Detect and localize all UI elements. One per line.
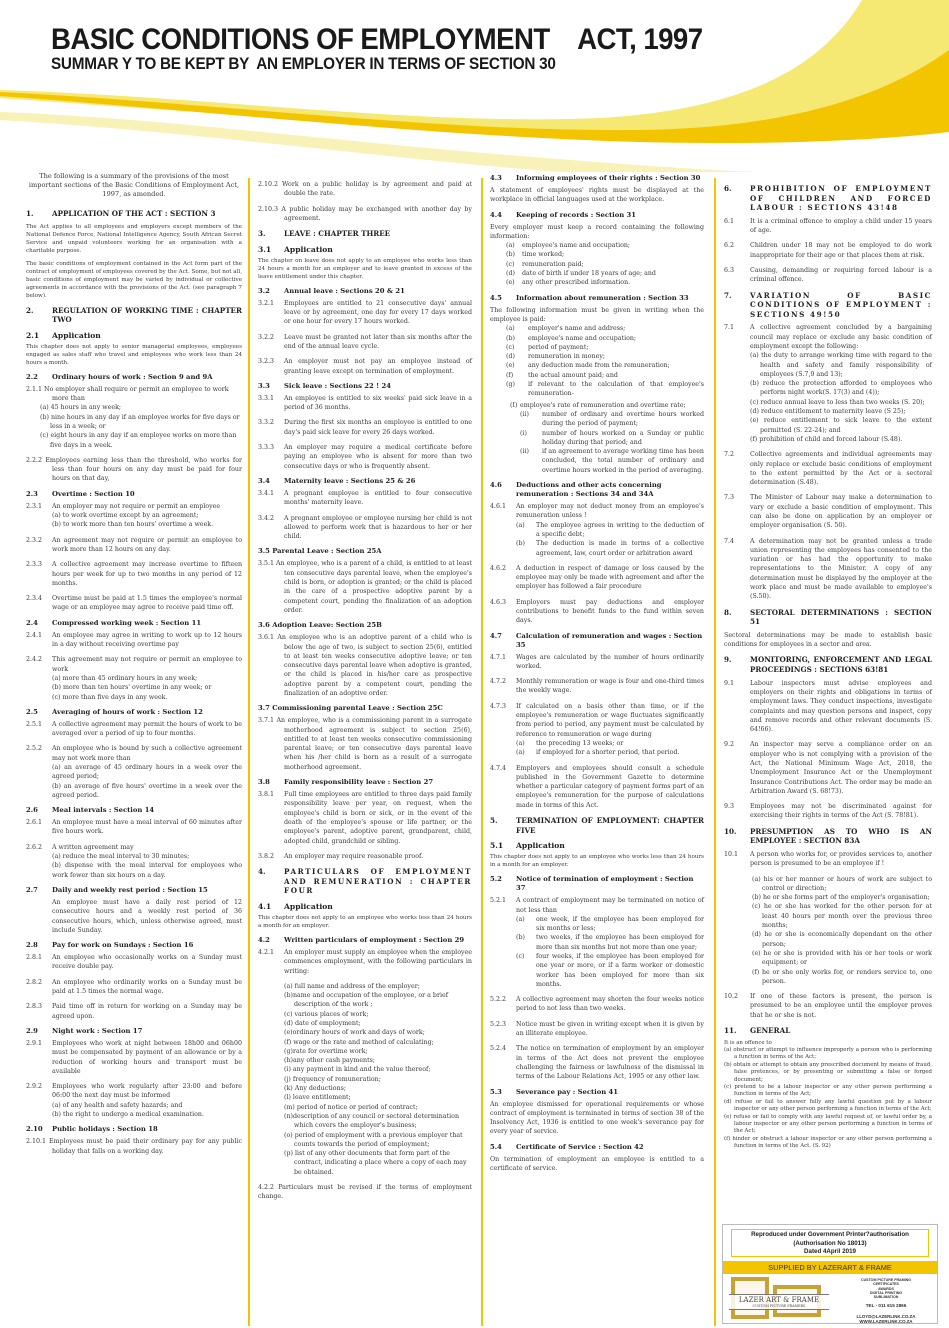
paragraph: 7.3 The Minister of Labour may make a determination to vary or exclude a basic condition of employment. This can also be done on application by an employer or employer organisation (S. 50). (724, 494, 932, 530)
section-heading-2: 2. REGULATION OF WORKING TIME : CHAPTER TWO (26, 305, 242, 325)
paragraph-3-5-1: 3.5.1 An employee, who is a parent of a child, is entitled to at least ten consecutive days parental leave, when the employee's child is born, or adoption is granted; or the child is placed in the care of a prospective adoptive parent by a competent court, pending the finalization of an adoption order. (258, 560, 472, 614)
header-banner (0, 0, 949, 172)
paragraph: 4.7.3 If calculated on a basis other than time, or if the employee's remuneration or wage fluctuates significantly from period to period, any payment must be calculated by reference to remuneration or wage during (a) the preceding 13 weeks; or (a) if employed for a shorter period, that period. (490, 702, 704, 757)
subsection-heading: 4.3 Informing employees of their rights : Section 30 (490, 174, 701, 182)
paragraph: 2.5.1 A collective agreement may permit the hours of work to be averaged over a period of up to four months. (26, 720, 242, 738)
section-heading-1: 1. APPLICATION OF THE ACT : SECTION 3 (26, 209, 216, 218)
paragraph: 3.4.2 A pregnant employee or employee nursing her child is not allowed to perform work that is hazardous to her or her child. (258, 514, 472, 541)
list-item: (f) the actual amount paid; and (506, 371, 618, 379)
list-item: (k) Any deductions; (284, 1085, 347, 1093)
section-text: This chapter does not apply to an employee who works less than 24 hours in a month for an employer. (490, 854, 704, 869)
section-text: On termination of employment an employee is entitled to a certificate of service. (490, 1155, 704, 1173)
paragraph: 6.1 It is a criminal offence to employ a child under 15 years of age. (724, 217, 932, 235)
list-item: (o) period of employment with a previous employer that counts towards the period of employment; (284, 1131, 463, 1148)
list-item: (a) full name and address of the employer; (284, 982, 420, 990)
paragraph: 3.8.2 An employer may require reasonable proof. (258, 852, 424, 860)
list-item: (a) employer's name and address; (506, 325, 626, 333)
page-title: BASIC CONDITIONS OF EMPLOYMENT ACT, 1997 (51, 23, 703, 56)
section-text: The following information must be given in writing when the employee is paid: (490, 306, 704, 323)
subsection-heading: 4.5 Information about remuneration : Section 33 (490, 293, 689, 302)
column-divider (714, 178, 716, 1326)
paragraph: 5.2.1 A contract of employment may be terminated on notice of not less than (a) one week, if the employee has been employed for six months or less; (b) two weeks, if the employee has been employed for more than six months but not more than one year; (c) four weeks, if the employee has been employed for one year or more, or if a farm worker or domestic worker has been employed for more than six months. (490, 897, 704, 988)
paragraph: 7.4 A determination may not be granted unless a trade union representing the employees has consented to the variation or has had the opportunity to make representations to the Minister. A copy of any determination must be displayed by the employer at the work place and must be made available to employee's (S.50). (724, 537, 932, 601)
paragraph: 2.6.1 An employee must have a meal interval of 60 minutes after five hours work. (26, 819, 242, 836)
paragraph: 3.2.1 Employees are entitled to 21 consecutive days' annual leave or by agreement, one day for every 17 days worked or one hour for every 17 hours worked. (258, 299, 472, 326)
section-heading-10: 10. PRESUMPTION AS TO WHO IS AN EMPLOYEE : SECTION 83A (724, 826, 932, 846)
section-heading-9: 9. MONITORING, ENFORCEMENT AND LEGAL PROCEEDINGS : SECTIONS 63!81 (724, 655, 932, 675)
paragraph: 5.2.3 Notice must be given in writing except when it is given by an illiterate employee. (490, 1020, 704, 1038)
general-offences: It is an offence to (a) obstruct or attempt to influence improperly a person who is performing a function in terms of the Act; (b) obtain or attempt to obtain any prescribed document by means of fraud, false pretences, or by presenting or submitting a false or forged document; (c) pretend to be a labour inspector or any other person performing a function in terms of the Act; (d) refuse or fail to answer fully any lawful question put by a labour inspector or any other person performing a function in terms of the Act; (e) refuse or fail to comply with any lawful request of, or lawful order by, a labour inspector or any other person performing a function in terms of the Act; (f) hinder or obstruct a labour inspector or any other person performing a function in terms of the Act. (S. 92) (724, 1039, 932, 1150)
paragraph: 3.2.2 Leave must be granted not later than six months after the end of the annual leave cycle. (258, 333, 472, 350)
paragraph: 2.3.1 An employer may not require or permit an employee (a) to work overtime except by an agreement; (b) to work more than ten hours' overtime a week. (26, 502, 221, 529)
list-item: (a) obstruct or attempt to influence improperly a person who is performing a function in terms of the Act; (724, 1047, 932, 1061)
paragraph-2-1-1: 2.1.1 No employer shall require or permit an employee to work more than (a) 45 hours in any week; (b) nine hours in any day if an employee works for five days or less in a week; or (c) eight hours in any day if an employee works on more than five days in a week. (26, 385, 240, 449)
subsection-heading: 2.5 Averaging of hours of work : Section 12 (26, 707, 203, 716)
remuneration-sub-list (502, 401, 704, 475)
list-item: (d) refuse or fail to answer fully any lawful question put by a labour inspector or any other person performing a function in terms of the Act; (724, 1098, 932, 1113)
section-text: The chapter on leave does not apply to an employee who works less than 24 hours a month for an employer and to leave granted in excess of the leave entitlement under this chapter. (258, 257, 472, 280)
section-text: The basic conditions of employment contained in the Act form part of the contract of employment of employees covered by the Act. Some, but not all, basic conditions of employment may be varied by individual or collective agreements in accordance with the provisions of the Act. (see paragraph 7 below). (26, 260, 242, 299)
list-item: (d) remuneration in money; (506, 353, 605, 361)
paragraph: 4.6.1 An employer may not deduct money from an employee's remuneration unless ! (a) The employee agrees in writing to the deduction of a specific debt; (b) The deduction is made in terms of a collective agreement, law, court order or arbitration award (490, 503, 704, 557)
subsection-heading: 3.5 Parental Leave : Section 25A (258, 547, 382, 556)
column-2 (258, 172, 472, 1202)
paragraph: 4.7.4 Employers and employees should consult a schedule published in the Government Gazette to determine whether a particular category of payment forms part of an employee's remuneration for the purpose of calculations made in terms of this Act. (490, 764, 704, 809)
section-text: Sectoral determinations may be made to establish basic conditions for employees in a sector and area. (724, 631, 932, 649)
paragraph-2-10-2: 2.10.2 Work on a public holiday is by agreement and paid at double the rate. (258, 181, 472, 198)
list-item: (ii) if an agreement to average working time has been concluded, the total number of ordinary and overtime hours worked in the period of averaging. (520, 448, 704, 474)
brand-logo: LAZER ART & FRAME CUSTOM PICTURE FRAMERS (729, 1294, 829, 1310)
paragraph: 9.3 Employees may not be discriminated against for exercising their rights in terms of the Act (S. 78!81). (724, 803, 932, 820)
subsection-heading: 3.4 Maternity leave : Sections 25 & 26 (258, 476, 416, 485)
paragraph: 4.2.1 An employer must supply an employee when the employee commences employment, with the following particulars in writing: (258, 948, 472, 975)
list-item: (e)ordinary hours of work and days of work; (284, 1029, 425, 1037)
paragraph: 2.9.2 Employees who work regularly after 23:00 and before 06:00 the next day must be informed (a) of any health and safety hazards; and (b) the right to undergo a medical examination. (26, 1083, 242, 1118)
list-item: (I) employee's rate of remuneration and overtime rate; (510, 401, 686, 409)
section-text: An employee dismissed for operational requirements or whose contract of employment is terminated in terms of section 38 of the Insolvency Act, 1936 is entitled to one week's severance pay for every year of service. (490, 1100, 704, 1136)
paragraph: 4.6.2 A deduction in respect of damage or loss caused by the employee may only be made with agreement and after the employer has followed a fair procedure (490, 564, 704, 591)
list-item: (e) refuse or fail to comply with any lawful request of, or lawful order by, a labour inspector or any other person performing a function in terms of the Act; (724, 1113, 932, 1135)
column-divider (248, 178, 250, 1326)
paragraph: 6.3 Causing, demanding or requiring forced labour is a criminal offence. (724, 266, 932, 284)
paragraph: 3.3.2 During the first six months an employee is entitled to one day's paid sick leave for every 26 days worked. (258, 419, 472, 436)
paragraph: 4.6.3 Employers must pay deductions and employer contributions to benefit funds to the fund within seven days. (490, 598, 704, 625)
paragraph-3-7-1: 3.7.1 An employee, who is a commissioning parent in a surrogate motherhood agreement is subject to section 25(6), entitled to at least ten weeks consecutive commissioning parental leave; or ten consecutive days parental leave when his /her child is born as a result of a surrogate motherhood agreement. (258, 717, 472, 771)
frames-logo (729, 1277, 831, 1321)
paragraph: 5.2.2 A collective agreement may shorten the four weeks notice period to not less than two weeks. (490, 996, 704, 1013)
subsection-heading: 2.8 Pay for work on Sundays : Section 16 (26, 941, 194, 950)
subsection-heading: 3.3 Sick leave : Sections 22 ! 24 (258, 381, 391, 390)
subsection-heading: 2.7 Daily and weekly rest period : Section 15 (26, 885, 208, 894)
list-item: (n)description of any council or sectoral determination which covers the employer's business; (284, 1112, 460, 1130)
section-text: An employee must have a daily rest period of 12 consecutive hours and a weekly rest period of 36 consecutive hours, which, unless otherwise agreed, must include Sunday. (52, 898, 242, 934)
section-text: A statement of employees' rights must be displayed at the workplace in official languages used at the workplace. (490, 187, 704, 204)
section-text: This chapter does not apply to senior managerial employees, employees engaged as sales staff who travel and employees who work less than 24 hours a month. (26, 343, 242, 366)
list-item: (d) date of birth if under 18 years of age; and (506, 270, 656, 278)
list-item: (b)name and occupation of the employee, or a brief description of the work ; (284, 992, 449, 1009)
paragraph: 2.3.4 Overtime must be paid at 1.5 times the employee's normal wage or an employee may agree to receive paid time off. (26, 595, 242, 612)
list-item: (b) time worked; (506, 251, 565, 259)
paragraph-2-2-2: 2.2.2 Employees earning less than the threshold, who works for less than four hours on any day must be paid for four hours on that day, (26, 456, 242, 483)
list-item: (p) list of any other documents that form part of the contract, indicating a place where a copy of each may be obtained. (284, 1150, 467, 1176)
section-heading-11: 11. GENERAL (724, 1026, 791, 1036)
subsection-heading: 2.6 Meal intervals : Section 14 (26, 806, 155, 815)
page-subtitle: SUMMAR Y TO BE KEPT BY AN EMPLOYER IN TERMS OF SECTION 30 (51, 54, 556, 73)
subsection-heading: 2.1 Application (26, 330, 101, 340)
column-3 (490, 172, 704, 1179)
paragraph: 4.7.2 Monthly remuneration or wage is four and one-third times the weekly wage. (490, 678, 704, 695)
subsection-heading: 4.2 Written particulars of employment : Section 29 (258, 935, 465, 944)
section-heading-5: 5. TERMINATION OF EMPLOYMENT: CHAPTER FIVE (490, 816, 704, 835)
paragraph: 7.1 A collective agreement concluded by a bargaining council may replace or exclude any basic condition of employment except the following: (a) the duty to arrange working time with regard to the health and safety and family responsibility of employees (S.7,9 and 13); (b) reduce the protection afforded to employees who perform night work(S. 17(3) and (4)); (c) reduce annual leave to less than two weeks (S. 20); (d) reduce entitlement to maternity leave (S 25); (e) reduce entitlement to sick leave to the extent permitted (S. 22-24); and (f) prohibition of child and forced labour (S.48). (724, 324, 932, 443)
records-list (498, 241, 704, 287)
subsection-heading: 2.9 Night work : Section 17 (26, 1026, 143, 1035)
paragraph: 2.5.2 An employee who is bound by such a collective agreement may not work more than (a) an average of 45 ordinary hours in a week over the agreed period; (b) an average of five hours' overtime in a week over the agreed period. (26, 745, 242, 799)
list-item: (e) any other prescribed information. (506, 279, 631, 287)
paragraph-3-6-1: 3.6.1 An employee who is an adoptive parent of a child who is below the age of two, is subject to section 25(6), entitled to at least ten weeks consecutive adoptive leave; or ten consecutive days parental leave when adoptive is granted, or the child is placed in his/her care as prospective adoptive parent by a competent court, pending the finalization of an adoptive order. (258, 634, 472, 697)
list-item: (c) remuneration paid; (506, 260, 584, 268)
subsection-heading: 2.4 Compressed working week : Section 11 (26, 618, 202, 627)
remuneration-info-list (498, 324, 704, 398)
paragraph: 3.3.3 An employer may require a medical certificate before paying an employee who is absent for more than two consecutive days or who is frequently absent. (258, 444, 472, 470)
paragraph: 2.8.3 Paid time off in return for working on a Sunday may be agreed upon. (26, 1003, 242, 1020)
list-item: (j) frequency of remuneration; (284, 1075, 381, 1083)
paragraph: 9.1 Labour inspectors must advise employees and employers on their rights and obligations in terms of employment laws. They conduct inspections, investigate complaints and may question persons and inspect, copy and remove records and other relevant documents (S. 64!66). (724, 679, 932, 734)
paragraph: 2.8.1 An employee who occasionally works on a Sunday must receive double pay. (26, 954, 242, 971)
list-item: (h)any other cash payments; (284, 1057, 376, 1065)
paragraph: 3.4.1 A pregnant employee is entitled to four consecutive months' maternity leave. (258, 489, 472, 507)
paragraph: 6.2 Children under 18 may not be employed to do work inappropriate for their age or that places them at risk. (724, 242, 932, 259)
paragraph: 3.3.1 An employee is entitled to six weeks' paid sick leave in a period of 36 months. (258, 394, 472, 412)
supplier-footer (722, 1224, 938, 1324)
list-item: (c) period of payment; (506, 343, 589, 351)
subsection-heading: 4.7 Calculation of remuneration and wages : Section 35 (490, 631, 703, 649)
subsection-heading: 5.3 Severance pay : Section 41 (490, 1087, 619, 1096)
list-item: (f) hinder or obstruct a labour inspector or any other person performing a function in terms of the Act. (S. 92) (724, 1135, 932, 1150)
section-text: This chapter does not apply to an employee who works less than 24 hours a month for an employer. (258, 914, 472, 929)
paragraph: 2.3.2 An agreement may not require or permit an employee to work more than 12 hours on any day. (26, 536, 242, 553)
list-item: (b) obtain or attempt to obtain any prescribed document by means of fraud, false pretences, or by presenting or submitting a false or forged document; (724, 1061, 932, 1083)
paragraph: 4.7.1 Wages are calculated by the number of hours ordinarily worked. (490, 653, 704, 670)
particulars-list (284, 982, 472, 1177)
subsection-heading: 3.1 Application (258, 244, 333, 254)
subsection-heading: 4.6 Deductions and other acts concerning remuneration : Sections 34 and 34A (490, 481, 662, 499)
list-item: (g)rate for overtime work; (284, 1047, 368, 1055)
paragraph: 2.3.3 A collective agreement may increase overtime to fifteen hours per week for up to two months in any period of 12 months. (26, 561, 242, 587)
paragraph: 2.4.1 An employee may agree in writing to work up to 12 hours in a day without receiving overtime pay (26, 631, 242, 649)
list-item: (a) employee's name and occupation; (506, 242, 631, 250)
subsection-heading: 4.1 Application (258, 901, 333, 911)
subsection-heading: 5.1 Application (490, 841, 565, 851)
section-text: The Act applies to all employees and employers except members of the National Defence Force, National Intelligence Agency, South African Secret Service and unpaid volunteers working for an organisation with a charitable purpose. (26, 223, 242, 254)
intro-text: The following is a summary of the provisions of the most important sections of the Basic Conditions of Employment Act, 1997, as amended. (28, 172, 240, 198)
paragraph: 10.1 A person who works for, or provides services to, another person is presumed to be an employee if ! (a) his or her manner or hours of work are subject to control or direction; (b) he or she forms part of the employer's organisation; (c) he or she has worked for the other person for at least 40 hours per month over the previous three months; (d) he or she is economically dependant on the other person; (e) he or she is provided with his or her tools or work equipment; or (f) he or she only works for, or renders service to, one person. (724, 850, 932, 985)
section-heading-4: 4. PARTICULARS OF EMPLOYMENT AND REMUNERATION : CHAPTER FOUR (258, 867, 472, 896)
list-item: (i) number of hours worked on a Sunday or public holiday during that period; and (520, 429, 704, 446)
section-heading-7: 7. VARIATION OF BASIC CONDITIONS OF EMPLOYMENT : SECTIONS 49!50 (724, 290, 932, 319)
paragraph-2-10-1: 2.10.1 Employees must be paid their ordinary pay for any public holiday that falls on a working day. (26, 1138, 242, 1155)
list-item: (ii) number of ordinary and overtime hours worked during the period of payment; (520, 410, 704, 428)
paragraph-2-10-3: 2.10.3 A public holiday may be exchanged with another day by agreement. (258, 205, 472, 222)
subsection-heading: 2.3 Overtime : Section 10 (26, 489, 135, 498)
paragraph: 10.2 If one of these factors is present, the person is presumed to be an employee until the employer proves that he or she is not. (724, 993, 932, 1019)
list-item: (g) if relevant to the calculation of that employee's remuneration- (506, 381, 704, 398)
list-item: (b) employee's name and occupation; (506, 334, 637, 342)
subsection-heading: 5.2 Notice of termination of employment : Section 37 (490, 875, 694, 893)
paragraph: 9.2 An inspector may serve a compliance order on an employer who is not complying with a provision of the Act, the National Minimum Wage Act, 2018, the Unemployment Insurance Act or the Unemployment Insurance Contributions Act. The order may be made an Arbitration Award (S. 68!73). (724, 741, 932, 795)
email-link[interactable]: LLOYD@LAZERLINK.CO.ZA (856, 1313, 916, 1319)
subsection-heading: 3.2 Annual leave : Sections 20 & 21 (258, 286, 405, 295)
subsection-heading: 4.4 Keeping of records : Section 31 (490, 210, 636, 219)
contact-info: CUSTOM PICTURE FRAMING CERTIFICATES AWARDS DIGITAL PRINTING SUBLIMATION TEL - 011 615 2866 LLOYD@LAZERLINK.CO.ZA WWW.LAZERLINK.CO.ZA (839, 1278, 933, 1324)
paragraph-4-2-2: 4.2.2 Particulars must be revised if the terms of employment change. (258, 1184, 472, 1201)
list-item: (l) leave entitlement; (284, 1094, 351, 1102)
section-text: Every employer must keep a record containing the following information: (490, 223, 704, 240)
paragraph: 5.2.4 The notice on termination of employment by an employer in terms of the Act does not prevent the employee challenging the fairness or lawfulness of the dismissal in terms of the Labour Relations Act, 1995 or any other law. (490, 1045, 704, 1081)
section-heading-8: 8. SECTORAL DETERMINATIONS : SECTION 51 (724, 607, 932, 627)
subsection-heading: 3.8 Family responsibility leave : Section 27 (258, 778, 434, 787)
subsection-heading: 5.4 Certificate of Service : Section 42 (490, 1142, 644, 1151)
subsection-heading: 3.6 Adoption Leave: Section 25B (258, 621, 382, 630)
paragraph: 7.2 Collective agreements and individual agreements may only replace or exclude basic conditions of employment to the extent permitted by the Act or a sectoral determination (S.48). (724, 451, 932, 487)
phone-number: TEL - 011 615 2866 (865, 1303, 907, 1309)
list-item: (m) period of notice or period of contract; (284, 1103, 418, 1111)
column-1 (26, 172, 242, 1156)
website-link[interactable]: WWW.LAZERLINK.CO.ZA (859, 1318, 913, 1324)
authorisation-notice: Reproduced under Government Printer?authorisation (Authorisation No 18013) Dated 4April 2019 (731, 1229, 929, 1257)
column-4 (724, 172, 932, 1151)
column-divider (481, 178, 483, 1326)
list-item: (i) any payment in kind and the value thereof; (284, 1066, 431, 1074)
paragraph: 3.2.3 An employer must not pay an employee instead of granting leave except on termination of employment. (258, 358, 472, 375)
paragraph: 2.6.2 A written agreement may (a) reduce the meal interval to 30 minutes; (b) dispense with the meal interval for employees who work fewer than six hours on a day. (26, 843, 242, 879)
paragraph: 2.4.2 This agreement may not require or permit an employee to work (a) more than 45 ordinary hours in any week; (b) more than ten hours' overtime in any week; or (c) more than five days in any week. (26, 656, 242, 701)
section-heading-3: 3. LEAVE : CHAPTER THREE (258, 229, 391, 239)
paragraph: 2.9.1 Employees who work at night between 18h00 and 06h00 must be compensated by payment of an allowance or by a reduction of working hours and transport must be available (26, 1039, 242, 1075)
list-item: (f) wage or the rate and method of calculating; (284, 1038, 434, 1046)
supplied-by-banner: SUPPLIED BY LAZERART & FRAME (723, 1261, 937, 1274)
list-item: (c) pretend to be a labour inspector or any other person performing a function in terms of the Act; (724, 1084, 932, 1098)
list-item: (e) any deduction made from the remuneration; (506, 362, 670, 370)
paragraph: 3.8.1 Full time employees are entitled to three days paid family responsibility leave per year, on request, when the employee's child is born or sick, or in the event of the death of the employee's spouse or life partner, or the employee's parent, adoptive parent, grandparent, child, adopted child, grandchild or sibling. (258, 791, 472, 845)
list-item: (c) various places of work; (284, 1010, 369, 1018)
section-heading-6: 6. PROHIBITION OF EMPLOYMENT OF CHILDREN AND FORCED LABOUR : SECTIONS 43!48 (724, 184, 932, 213)
subsection-heading: 3.7 Commissioning parental Leave : Section 25C (258, 704, 443, 713)
subsection-heading: 2.2 Ordinary hours of work : Section 9 and 9A (26, 372, 213, 381)
subsection-heading: 2.10 Public holidays : Section 18 (26, 1125, 158, 1134)
paragraph: 2.8.2 An employee who ordinarily works on a Sunday must be paid at 1.5 times the normal wage. (26, 978, 242, 996)
list-item: (d) date of employment; (284, 1020, 361, 1027)
